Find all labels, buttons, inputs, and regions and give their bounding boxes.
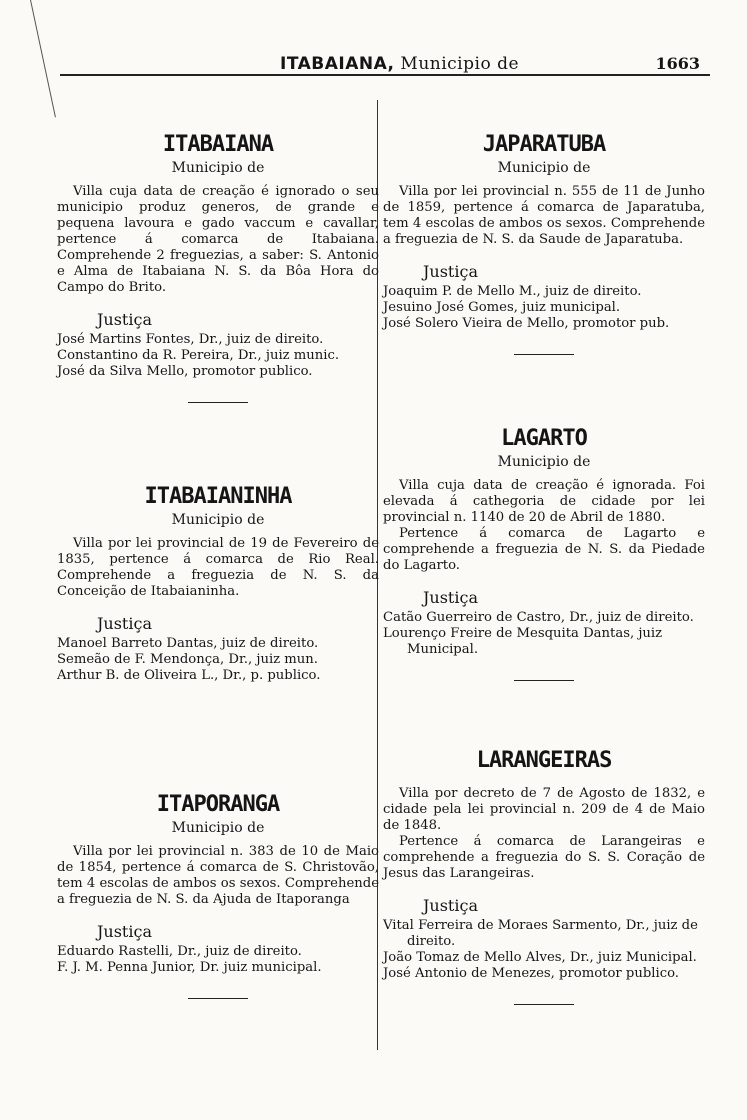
official-entry: Vital Ferreira de Moraes Sarmento, Dr., juiz de direito. [383, 918, 698, 949]
section-subtitle: Municipio de [171, 512, 265, 528]
official-entry: José Martins Fontes, Dr., juiz de direito. [57, 332, 324, 347]
section-lagarto [383, 426, 705, 681]
official-entry: Jesuino José Gomes, juiz municipal. [383, 300, 621, 315]
justica-heading: Justiça [97, 614, 152, 633]
page-number: 1663 [655, 54, 700, 73]
justica-heading: Justiça [97, 922, 152, 941]
official-entry: Constantino da R. Pereira, Dr., juiz munic. [57, 348, 340, 363]
page-edge-mark [30, 0, 56, 117]
section-subtitle: Municipio de [497, 160, 591, 176]
section-itabaiana [57, 132, 379, 403]
official-entry: Catão Guerreiro de Castro, Dr., juiz de direito. [383, 610, 694, 625]
official-entry: Arthur B. de Oliveira L., Dr., p. publico. [57, 668, 321, 683]
official-entry: José Antonio de Menezes, promotor publico. [383, 966, 679, 981]
official-entry: F. J. M. Penna Junior, Dr. juiz municipal. [57, 960, 322, 975]
official-entry: João Tomaz de Mello Alves, Dr., juiz Municipal. [383, 950, 697, 965]
section-itabaianinha [57, 484, 379, 684]
header-title: ITABAIANA, Municipio de [280, 54, 520, 74]
section-body: Villa cuja data de creação é ignorada. Foi elevada á cathegoria de cidade por lei provincial n. 1140 de 20 de Abril de 1880. Pertence á comarca de Lagarto e comprehende a freguezia de N. S. da Piedade do Lagarto. [383, 478, 705, 573]
official-entry: José Solero Vieira de Mello, promotor pub. [383, 316, 670, 331]
official-entry: José da Silva Mello, promotor publico. [57, 364, 313, 379]
section-title: ITABAIANINHA [144, 484, 292, 509]
section-title: JAPARATUBA [482, 132, 606, 157]
section-title: LAGARTO [501, 426, 587, 451]
running-header [60, 50, 710, 76]
section-rule [514, 680, 574, 681]
section-title: ITAPORANGA [156, 792, 280, 817]
official-entry: Lourenço Freire de Mesquita Dantas, juiz Municipal. [383, 626, 663, 657]
section-body: Villa por decreto de 7 de Agosto de 1832, e cidade pela lei provincial n. 209 de 4 de Maio de 1848. Pertence á comarca de Larangeiras e comprehende a freguezia do S. S. Coração de Jesus das Larangeiras. [383, 786, 705, 881]
section-japaratuba [383, 132, 705, 355]
official-entry: Eduardo Rastelli, Dr., juiz de direito. [57, 944, 302, 959]
official-entry: Joaquim P. de Mello M., juiz de direito. [383, 284, 642, 299]
section-body: Villa por lei provincial n. 383 de 10 de Maio de 1854, pertence á comarca de S. Christovão, tem 4 escolas de ambos os sexos. Comprehende a freguezia de N. S. da Ajuda de Itaporanga [57, 844, 379, 907]
section-rule [188, 402, 248, 403]
section-rule [514, 1004, 574, 1005]
section-subtitle: Municipio de [497, 454, 591, 470]
section-title: ITABAIANA [162, 132, 274, 157]
section-itaporanga [57, 792, 379, 999]
section-rule [188, 998, 248, 999]
official-entry: Semeão de F. Mendonça, Dr., juiz mun. [57, 652, 318, 667]
header-rule [60, 74, 710, 76]
section-larangeiras [383, 748, 705, 1005]
section-subtitle: Municipio de [171, 820, 265, 836]
justica-heading: Justiça [423, 588, 478, 607]
section-rule [514, 354, 574, 355]
justica-heading: Justiça [423, 262, 478, 281]
justica-heading: Justiça [423, 896, 478, 915]
justica-heading: Justiça [97, 310, 152, 329]
section-title: LARANGEIRAS [476, 748, 612, 773]
section-body: Villa por lei provincial n. 555 de 11 de Junho de 1859, pertence á comarca de Japaratuba, tem 4 escolas de ambos os sexos. Comprehende a freguezia de N. S. da Saude de Japaratuba. [383, 184, 705, 247]
section-subtitle: Municipio de [171, 160, 265, 176]
official-entry: Manoel Barreto Dantas, juiz de direito. [57, 636, 319, 651]
section-body: Villa cuja data de creação é ignorado o seu municipio produz generos, de grande e pequena lavoura e gado vaccum e cavallar, pertence á comarca de Itabaiana. Comprehende 2 freguezias, a saber: S. Antonio e Alma de Itabaiana N. S. da Bôa Hora do Campo do Brito. [57, 184, 379, 295]
section-body: Villa por lei provincial de 19 de Fevereiro de 1835, pertence á comarca de Rio Real. Comprehende a freguezia de N. S. da Conceição de Itabaianinha. [57, 536, 379, 599]
